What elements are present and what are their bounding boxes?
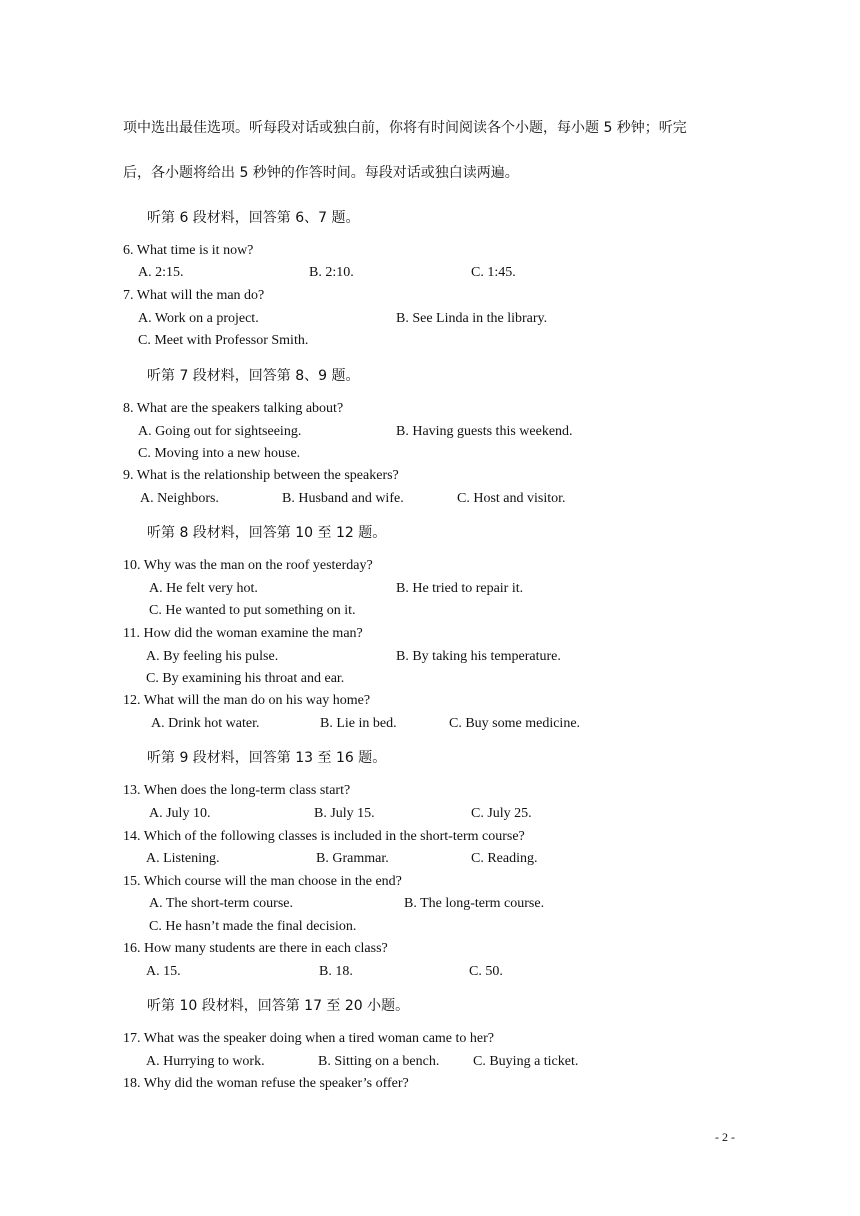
q11-option-a: A. By feeling his pulse. <box>146 649 279 664</box>
q15-option-a: A. The short-term course. <box>149 896 293 911</box>
q12-option-b: B. Lie in bed. <box>320 716 397 731</box>
question-7: 7. What will the man do? <box>123 288 265 303</box>
question-11: 11. How did the woman examine the man? <box>123 626 363 641</box>
section-heading: 听第 10 段材料，回答第 17 至 20 小题。 <box>147 998 410 1014</box>
question-9: 9. What is the relationship between the speakers? <box>123 468 399 483</box>
q15-option-b: B. The long-term course. <box>404 896 545 911</box>
question-12: 12. What will the man do on his way home? <box>123 693 371 708</box>
q10-option-c: C. He wanted to put something on it. <box>149 603 356 618</box>
q7-option-b: B. See Linda in the library. <box>396 311 548 326</box>
q16-option-a: A. 15. <box>146 964 181 979</box>
section-heading: 听第 9 段材料，回答第 13 至 16 题。 <box>147 750 387 766</box>
q14-option-b: B. Grammar. <box>316 851 389 866</box>
q8-option-c: C. Moving into a new house. <box>138 446 301 461</box>
q9-option-a: A. Neighbors. <box>140 491 219 506</box>
question-10: 10. Why was the man on the roof yesterday? <box>123 558 373 573</box>
question-8: 8. What are the speakers talking about? <box>123 401 344 416</box>
q11-option-c: C. By examining his throat and ear. <box>146 671 345 686</box>
q7-option-c: C. Meet with Professor Smith. <box>138 333 309 348</box>
q9-option-b: B. Husband and wife. <box>282 491 404 506</box>
q13-option-b: B. July 15. <box>314 806 375 821</box>
q6-option-a: A. 2:15. <box>138 265 184 280</box>
q16-option-c: C. 50. <box>469 964 503 979</box>
intro-line-2: 后，各小题将给出 5 秒钟的作答时间。每段对话或独白读两遍。 <box>123 165 519 181</box>
q17-option-c: C. Buying a ticket. <box>473 1054 579 1069</box>
q12-option-a: A. Drink hot water. <box>151 716 260 731</box>
q7-option-a: A. Work on a project. <box>138 311 259 326</box>
question-18: 18. Why did the woman refuse the speaker’s offer? <box>123 1076 409 1091</box>
section-heading: 听第 8 段材料，回答第 10 至 12 题。 <box>147 525 387 541</box>
q17-option-b: B. Sitting on a bench. <box>318 1054 440 1069</box>
q13-option-a: A. July 10. <box>149 806 211 821</box>
question-17: 17. What was the speaker doing when a tired woman came to her? <box>123 1031 494 1046</box>
q13-option-c: C. July 25. <box>471 806 532 821</box>
q8-option-b: B. Having guests this weekend. <box>396 424 573 439</box>
q15-option-c: C. He hasn’t made the final decision. <box>149 919 357 934</box>
section-heading: 听第 6 段材料，回答第 6、7 题。 <box>147 210 360 226</box>
q9-option-c: C. Host and visitor. <box>457 491 566 506</box>
q6-option-c: C. 1:45. <box>471 265 516 280</box>
q12-option-c: C. Buy some medicine. <box>449 716 581 731</box>
question-15: 15. Which course will the man choose in the end? <box>123 874 402 889</box>
q6-option-b: B. 2:10. <box>309 265 354 280</box>
q14-option-c: C. Reading. <box>471 851 538 866</box>
intro-line-1: 项中选出最佳选项。听每段对话或独白前，你将有时间阅读各个小题，每小题 5 秒钟；听完 <box>123 120 687 136</box>
q8-option-a: A. Going out for sightseeing. <box>138 424 302 439</box>
page-number: - 2 - <box>715 1130 735 1144</box>
q17-option-a: A. Hurrying to work. <box>146 1054 265 1069</box>
q11-option-b: B. By taking his temperature. <box>396 649 561 664</box>
section-heading: 听第 7 段材料，回答第 8、9 题。 <box>147 368 360 384</box>
q14-option-a: A. Listening. <box>146 851 220 866</box>
question-6: 6. What time is it now? <box>123 243 254 258</box>
q16-option-b: B. 18. <box>319 964 353 979</box>
q10-option-b: B. He tried to repair it. <box>396 581 524 596</box>
question-16: 16. How many students are there in each class? <box>123 941 388 956</box>
question-13: 13. When does the long-term class start? <box>123 783 351 798</box>
question-14: 14. Which of the following classes is included in the short-term course? <box>123 829 525 844</box>
q10-option-a: A. He felt very hot. <box>149 581 258 596</box>
